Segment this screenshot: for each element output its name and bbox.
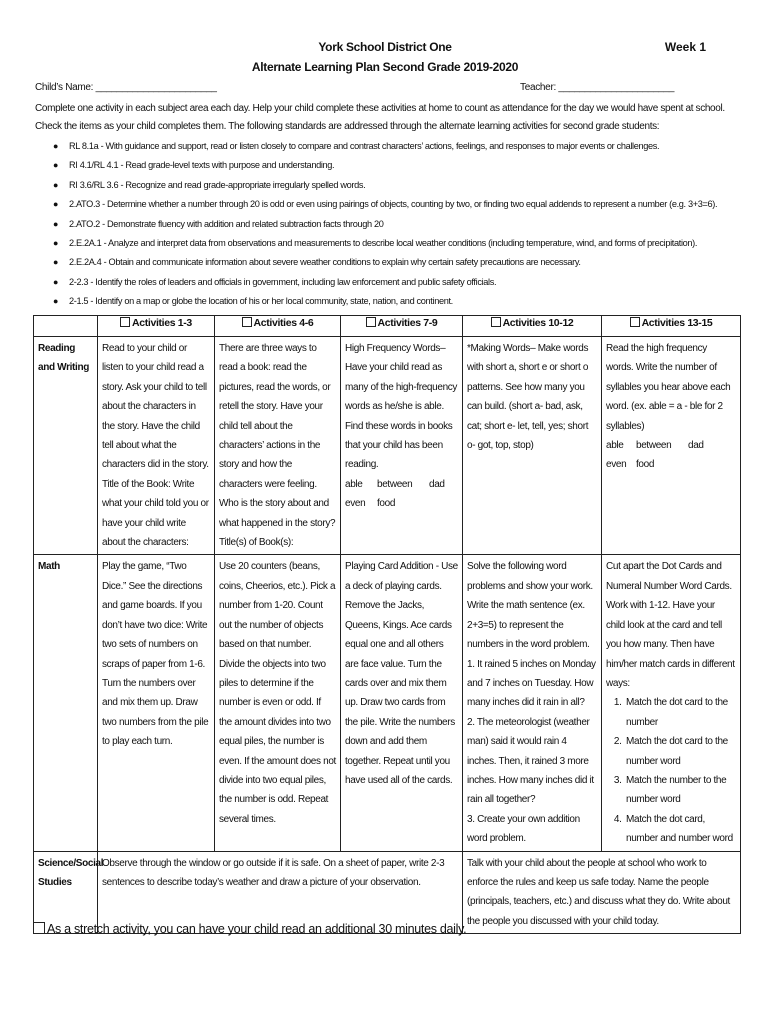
list-item: 3. Match the number to the number word [624,771,736,810]
reading-activity-4-6: There are three ways to read a book: read the pictures, read the words, or retell the story. Have your child tell about the characters’ actions in the story and how the characters were feeling. Who is the story about and what happened in the story? Title(s) of Book(s): [215,337,341,555]
reading-activity-7-9: High Frequency Words– Have your child read as many of the high-frequency words as he/she is able. Find these words in books that your child has been reading. able between dad even food [341,337,463,555]
table-row-math [34,555,741,851]
checkbox-icon[interactable] [120,317,130,327]
checkbox-icon[interactable] [242,317,252,327]
instructions-paragraph: Complete one activity in each subject area each day. Help your child complete these activities at home to count as attendance for the day we would have spent at school. Check the items as your child completes them. The following standards are addressed through the alternate learning activities for second grade students: [35,103,725,132]
checkbox-icon[interactable] [366,317,376,327]
bullet-icon: ● [53,276,59,287]
bullet-icon: ● [53,160,59,171]
word-list: even food [345,498,396,510]
standard-item: ● 2-1.5 - Identify on a map or globe the location of his or her local community, state, nation, and continent. [55,292,745,311]
activities-table [33,315,741,934]
bullet-icon: ● [53,199,59,210]
table-row-reading [34,337,741,555]
standard-item: ● RI 4.1/RL 4.1 - Read grade-level texts with purpose and understanding. [55,156,745,175]
list-item: 2. Match the dot card to the number word [624,732,736,771]
header-activities-13-15[interactable]: Activities 13-15 [602,316,741,337]
bullet-icon: ● [53,296,59,307]
standard-item: ● RL 8.1a - With guidance and support, read or listen closely to compare and contrast characters’ actions, feelings, and responses to major events or challenges. [55,137,745,156]
math-activity-13-15: Cut apart the Dot Cards and Numeral Number Word Cards. Work with 1-12. Have your child look at the card and tell you how many. Then have him/her match cards in different ways: 1. Match the dot card to the number 2. Match the dot card to the number word 3. Match the number to the number word 4. Match the dot card, number and number word [602,555,741,851]
checkbox-icon[interactable] [33,922,45,934]
math-activity-1-3: Play the game, “Two Dice.” See the directions and game boards. If you don’t have two dice: Write two sets of numbers on scraps of paper from 1-6. Turn the numbers over and mix them up. Draw two numbers from the pile to play each turn. [98,555,215,851]
district-title: York School District One [318,40,452,54]
teacher-field: Teacher: ______________________ [520,82,675,93]
list-item: 1. Match the dot card to the number [624,693,736,732]
week-label: Week 1 [664,40,706,54]
reading-activity-1-3: Read to your child or listen to your child read a story. Ask your child to tell about the characters in the story. Have the child tell about what the characters did in the story. Title of the Book: Write what your child told you or have your child write about the characters: [98,337,215,555]
bullet-icon: ● [53,141,59,151]
standard-item: ● 2-2.3 - Identify the roles of leaders and officials in government, including law enforcement and public safety officials. [55,273,745,292]
header-activities-7-9[interactable]: Activities 7-9 [341,316,463,337]
standard-item: ● 2.ATO.3 - Determine whether a number through 20 is odd or even using pairings of objects, counting by two, or finding two equal addends to represent a number (e.g. 3+3=6). [55,195,745,214]
table-header-row [34,316,741,337]
bullet-icon: ● [53,257,59,268]
standard-item: ● RI 3.6/RL 3.6 - Recognize and read grade-appropriate irregularly spelled words. [55,176,745,195]
header-activities-10-12[interactable]: Activities 10-12 [463,316,602,337]
list-item: 4. Match the dot card, number and number word [624,810,736,849]
social-studies-activity-right: Talk with your child about the people at school who work to enforce the rules and keep us safe today. Name the people (principals, teachers, etc.) and discuss what they do. Write about the people you discussed with your child today. [463,851,741,934]
word-list: even food [606,459,655,471]
math-activity-4-6: Use 20 counters (beans, coins, Cheerios, etc.). Pick a number from 1-20. Count out the number of objects based on that number. Divide the objects into two piles to determine if the number is even or odd. If the amount divides into two equal piles, the number is even. If the amount does not divide into two equal piles, the number is odd. Repeat several times. [215,555,341,851]
standard-item: ● 2.ATO.2 - Demonstrate fluency with addition and related subtraction facts through 20 [55,215,745,234]
word-list: able between dad [606,440,704,452]
standards-list [55,137,745,312]
row-label-math: Math [34,555,98,851]
corner-cell [34,316,98,337]
matching-steps-list [606,693,736,848]
math-activity-10-12: Solve the following word problems and show your work. Write the math sentence (ex. 2+3=5) to represent the numbers in the word problem. 1. It rained 5 inches on Monday and 7 inches on Tuesday. How many inches did it rain in all? 2. The meteorologist (weather man) said it would rain 4 inches. Then, it rained 3 more inches. How many inches did it rain all together? 3. Create your own addition word problem. [463,555,602,851]
standard-item: ● 2.E.2A.1 - Analyze and interpret data from observations and measurements to describe local weather conditions (including temperature, wind, and forms of precipitation). [55,234,745,253]
header-activities-1-3[interactable]: Activities 1-3 [98,316,215,337]
bullet-icon: ● [53,179,59,190]
science-activity-left: Observe through the window or go outside if it is safe. On a sheet of paper, write 2-3 sentences to describe today’s weather and draw a picture of your observation. [98,851,463,934]
plan-subtitle: Alternate Learning Plan Second Grade 2019-2020 [251,60,519,74]
standard-item: ● 2.E.2A.4 - Obtain and communicate information about severe weather conditions to explain why certain safety precautions are necessary. [55,253,745,272]
math-activity-7-9: Playing Card Addition - Use a deck of playing cards. Remove the Jacks, Queens, Kings. Ace cards equal one and all others are face value. Turn the cards over and mix them up. Draw two cards from the pile. Write the numbers down and add them together. Repeat until you have used all of the cards. [341,555,463,851]
reading-activity-10-12: *Making Words– Make words with short a, short e or short o patterns. See how many you can build. (short a- bad, ask, cat; short e- let, tell, yes; short o- got, top, stop) [463,337,602,555]
reading-activity-13-15: Read the high frequency words. Write the number of syllables you hear above each word. (ex. able = a - ble for 2 syllables) able between dad even food [602,337,741,555]
word-list: able between dad [345,478,445,490]
row-label-science: Science/Social Studies [34,851,98,934]
header-activities-4-6[interactable]: Activities 4-6 [215,316,341,337]
bullet-icon: ● [53,218,59,229]
row-label-reading: Reading and Writing [34,337,98,555]
child-name-field: Child’s Name: _______________________ [35,82,217,93]
stretch-activity[interactable]: As a stretch activity, you can have your child read an additional 30 minutes daily. [33,922,466,936]
bullet-icon: ● [53,237,59,248]
checkbox-icon[interactable] [491,317,501,327]
checkbox-icon[interactable] [630,317,640,327]
